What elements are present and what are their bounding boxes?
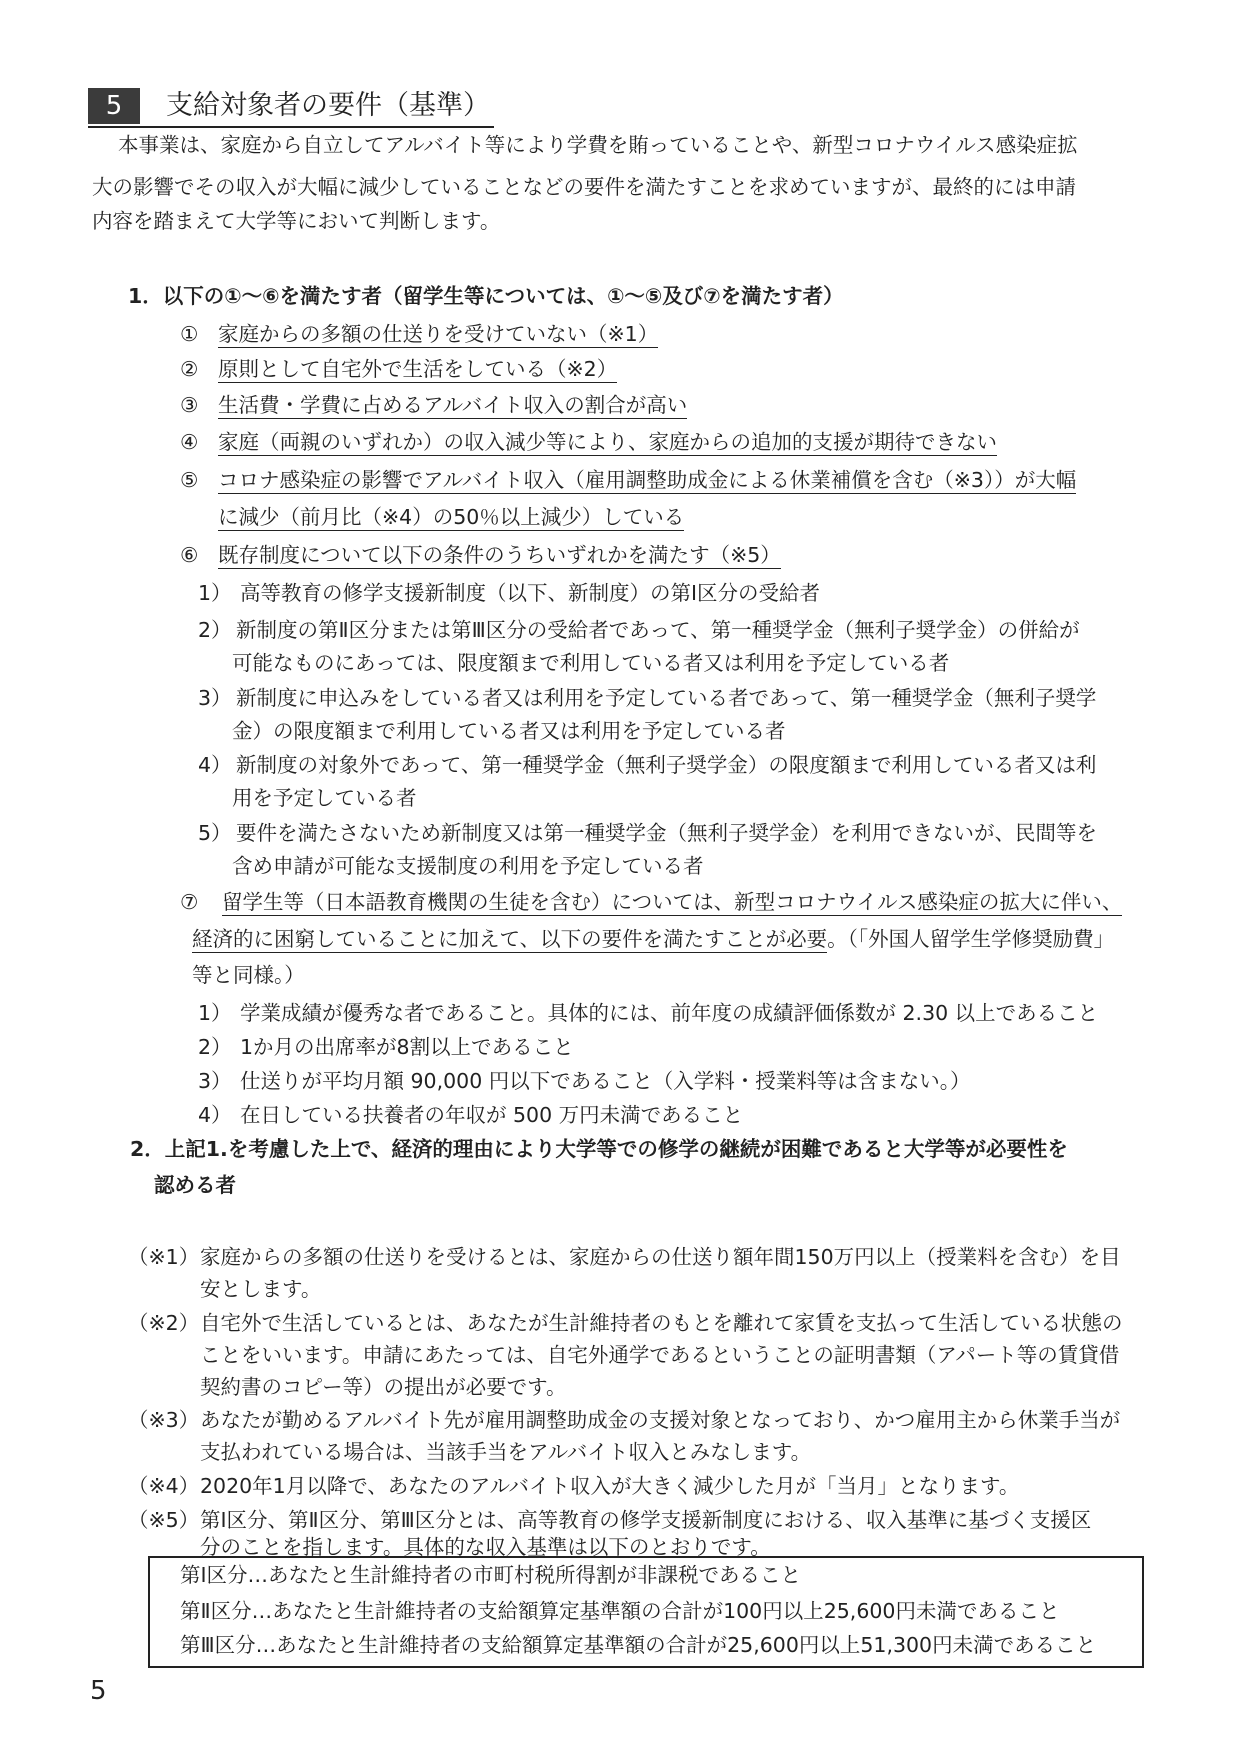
section-number: 5 <box>88 88 140 124</box>
item-5-text-line-2: に減少（前月比（※4）の50％以上減少）している <box>218 505 685 529</box>
note-3-line-1: あなたが勤めるアルバイト先が雇用調整助成金の支援対象となっており、かつ雇用主から休業手当が <box>200 1408 1121 1432</box>
sub7-4-text: 在日している扶養者の年収が 500 万円未満であること <box>240 1103 744 1127</box>
sub6-2-mark: 2） <box>198 618 232 642</box>
sub6-1-text: 高等教育の修学支援新制度（以下、新制度）の第Ⅰ区分の受給者 <box>240 581 821 605</box>
sub6-3-mark: 3） <box>198 686 232 710</box>
sub7-1-text: 学業成績が優秀な者であること。具体的には、前年度の成績評価係数が 2.30 以上であること <box>240 1001 1099 1025</box>
note-4-mark: （※4） <box>128 1474 200 1498</box>
intro-line-1: 本事業は、家庭から自立してアルバイト等により学費を賄っていることや、新型コロナウイルス感染症拡 <box>118 133 1078 157</box>
sub6-4-mark: 4） <box>198 753 232 777</box>
note-2-line-2: ことをいいます。申請にあたっては、自宅外通学であるということの証明書類（アパート等の賃貸借 <box>200 1343 1120 1367</box>
requirement-1-heading: 1．以下の①〜⑥を満たす者（留学生等については、①〜⑤及び⑦を満たす者） <box>128 284 844 308</box>
sub6-2-text-line-1: 新制度の第Ⅱ区分または第Ⅲ区分の受給者であって、第一種奨学金（無利子奨学金）の併給が <box>236 618 1080 642</box>
note-1-mark: （※1） <box>128 1245 200 1269</box>
item-4-mark: ④ <box>180 430 199 454</box>
item-5-mark: ⑤ <box>180 468 199 492</box>
intro-line-2: 大の影響でその収入が大幅に減少していることなどの要件を満たすことを求めていますが、最終的には申請 <box>92 175 1076 199</box>
section-heading <box>88 88 494 128</box>
item-7-text-line-2-rest: 。（「外国人留学生学修奨励費」 <box>827 927 1115 951</box>
note-1-line-1: 家庭からの多額の仕送りを受けるとは、家庭からの仕送り額年間150万円以上（授業料を含む）を目 <box>200 1245 1121 1269</box>
sub6-2-text-line-2: 可能なものにあっては、限度額まで利用している者又は利用を予定している者 <box>232 651 950 675</box>
category-1-line: 第Ⅰ区分…あなたと生計維持者の市町村税所得割が非課税であること <box>180 1563 802 1587</box>
item-1-mark: ① <box>180 322 199 346</box>
sub6-1-mark: 1） <box>198 581 232 605</box>
note-1-line-2: 安とします。 <box>200 1277 322 1301</box>
sub7-2-text: 1か月の出席率が8割以上であること <box>240 1035 574 1059</box>
category-2-line: 第Ⅱ区分…あなたと生計維持者の支給額算定基準額の合計が100円以上25,600円未満であること <box>180 1599 1060 1623</box>
item-5-text-line-1: コロナ感染症の影響でアルバイト収入（雇用調整助成金による休業補償を含む（※3））が大幅 <box>218 468 1077 492</box>
sub6-5-text-line-2: 含め申請が可能な支援制度の利用を予定している者 <box>232 854 704 878</box>
sub7-2-mark: 2） <box>198 1035 232 1059</box>
item-7-text-line-1: 留学生等（日本語教育機関の生徒を含む）については、新型コロナウイルス感染症の拡大に伴い、 <box>222 890 1123 914</box>
item-7-text-line-3: 等と同様。） <box>192 963 305 987</box>
sub6-4-text-line-1: 新制度の対象外であって、第一種奨学金（無利子奨学金）の限度額まで利用している者又は利 <box>236 753 1097 777</box>
item-2-text: 原則として自宅外で生活をしている（※2） <box>218 357 618 381</box>
item-3-text: 生活費・学費に占めるアルバイト収入の割合が高い <box>218 393 688 417</box>
category-3-line: 第Ⅲ区分…あなたと生計維持者の支給額算定基準額の合計が25,600円以上51,300円未満であること <box>180 1633 1097 1657</box>
note-4-line-1: 2020年1月以降で、あなたのアルバイト収入が大きく減少した月が「当月」となります。 <box>200 1474 1020 1498</box>
note-2-mark: （※2） <box>128 1311 200 1335</box>
sub7-3-text: 仕送りが平均月額 90,000 円以下であること（入学料・授業料等は含まない。） <box>240 1069 971 1093</box>
section-title: 支給対象者の要件（基準） <box>166 90 490 121</box>
sub6-4-text-line-2: 用を予定している者 <box>232 786 417 810</box>
sub7-1-mark: 1） <box>198 1001 232 1025</box>
item-2-mark: ② <box>180 357 199 381</box>
item-4-text: 家庭（両親のいずれか）の収入減少等により、家庭からの追加的支援が期待できない <box>218 430 997 454</box>
sub6-3-text-line-2: 金）の限度額まで利用している者又は利用を予定している者 <box>232 719 786 743</box>
sub7-4-mark: 4） <box>198 1103 232 1127</box>
note-5-line-2: 分のことを指します。具体的な収入基準は以下のとおりです。 <box>200 1535 771 1559</box>
intro-line-3: 内容を踏まえて大学等において判断します。 <box>92 209 501 233</box>
item-1-text: 家庭からの多額の仕送りを受けていない（※1） <box>218 322 659 346</box>
requirement-2-line-1: 2．上記1.を考慮した上で、経済的理由により大学等での修学の継続が困難であると大学等が必要性を <box>130 1137 1068 1161</box>
sub6-5-mark: 5） <box>198 821 232 845</box>
sub6-3-text-line-1: 新制度に申込みをしている者又は利用を予定している者であって、第一種奨学金（無利子奨学 <box>236 686 1097 710</box>
note-2-line-3: 契約書のコピー等）の提出が必要です。 <box>200 1375 567 1399</box>
note-3-mark: （※3） <box>128 1408 200 1432</box>
item-6-mark: ⑥ <box>180 543 199 567</box>
page-number: 5 <box>90 1676 107 1706</box>
note-5-mark: （※5） <box>128 1508 200 1532</box>
item-7-mark: ⑦ <box>180 890 199 914</box>
requirement-2-line-2: 認める者 <box>154 1173 236 1197</box>
sub6-5-text-line-1: 要件を満たさないため新制度又は第一種奨学金（無利子奨学金）を利用できないが、民間等を <box>236 821 1097 845</box>
item-6-text: 既存制度について以下の条件のうちいずれかを満たす（※5） <box>218 543 781 567</box>
item-3-mark: ③ <box>180 393 199 417</box>
sub7-3-mark: 3） <box>198 1069 232 1093</box>
note-3-line-2: 支払われている場合は、当該手当をアルバイト収入とみなします。 <box>200 1440 812 1464</box>
income-category-box <box>148 1556 1144 1668</box>
item-7-text-line-2: 経済的に困窮していることに加えて、以下の要件を満たすことが必要 <box>192 927 828 951</box>
note-5-line-1: 第Ⅰ区分、第Ⅱ区分、第Ⅲ区分とは、高等教育の修学支援新制度における、収入基準に基づく支援区 <box>200 1508 1092 1532</box>
note-2-line-1: 自宅外で生活しているとは、あなたが生計維持者のもとを離れて家賃を支払って生活している状態の <box>200 1311 1123 1335</box>
